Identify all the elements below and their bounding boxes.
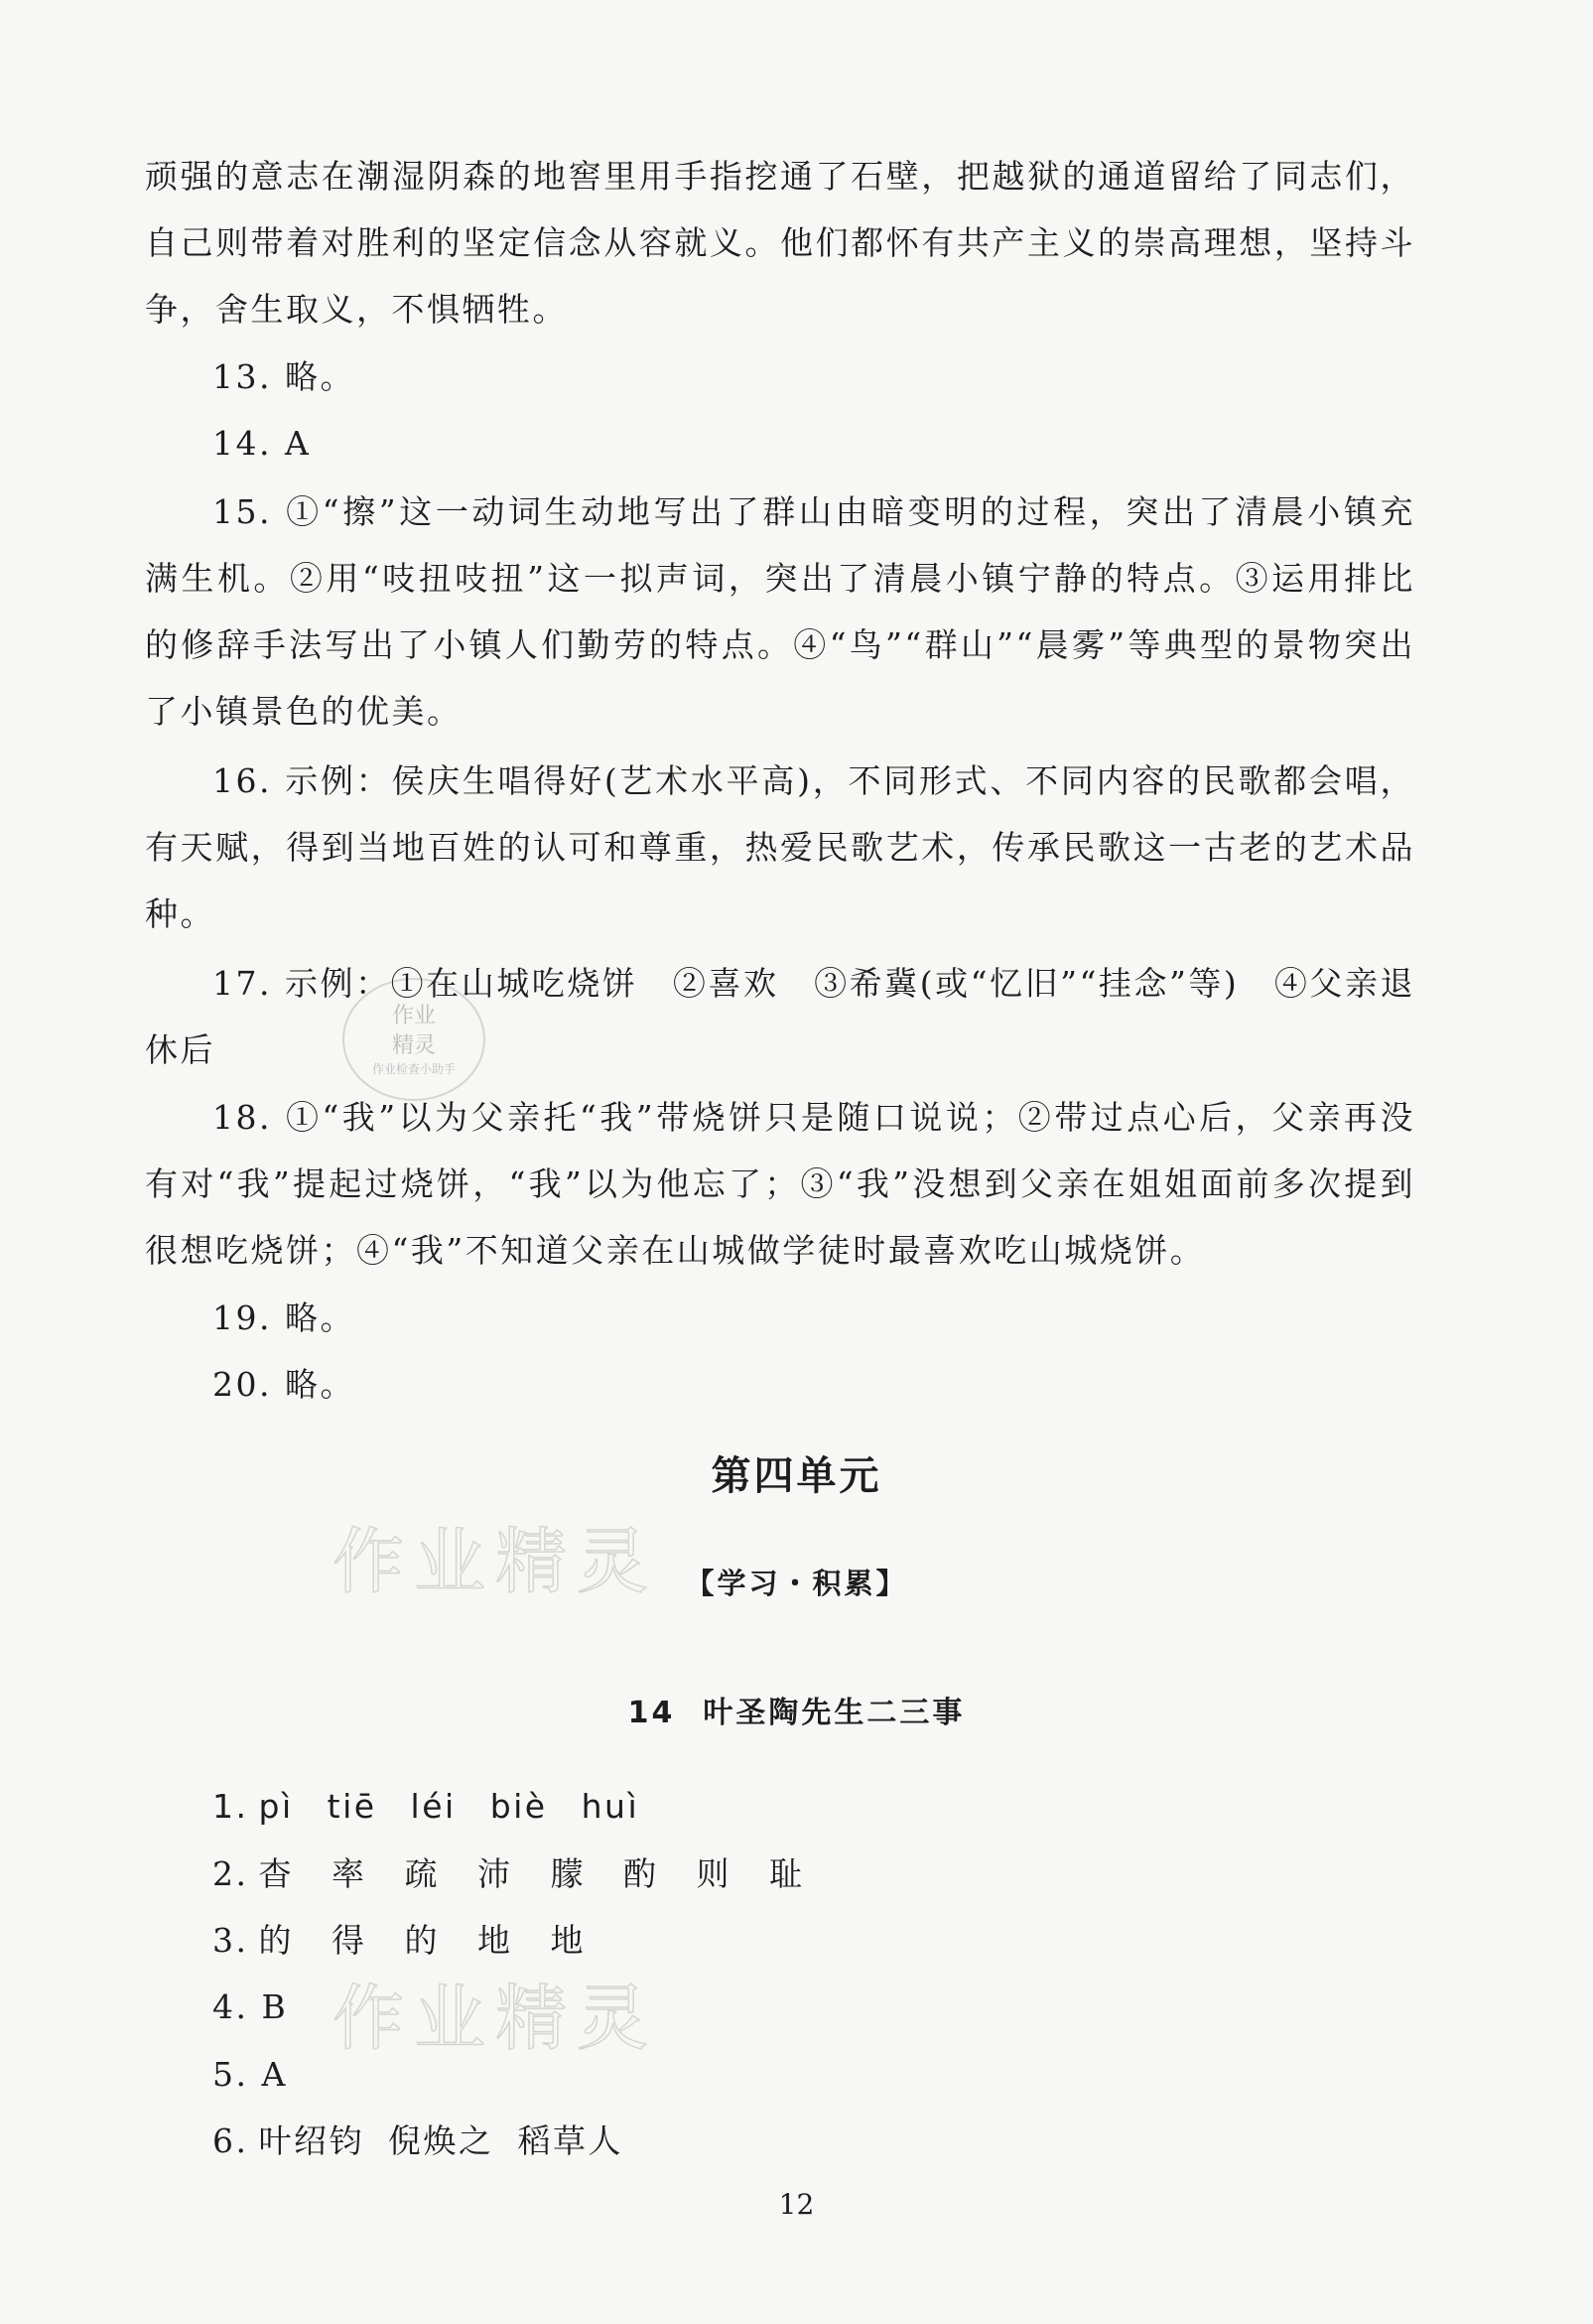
answer-2	[212, 1854, 843, 1894]
pinyin-item: tiē	[327, 1787, 377, 1826]
answer-19: 19. 略。	[212, 1299, 355, 1337]
pinyin-item: biè	[489, 1787, 548, 1826]
watermark-text: 作业精灵	[332, 1977, 659, 2060]
stamp-subtitle: 作业检查小助手	[371, 1062, 456, 1076]
name-item: 稻草人	[517, 2121, 623, 2160]
answer-16: 16. 示例：侯庆生唱得好(艺术水平高)，不同形式、不同内容的民歌都会唱，有天赋，得到当地百姓的认可和尊重，热爱民歌艺术，传承民歌这一古老的艺术品种。	[145, 761, 1415, 933]
answer-5: 5. A	[212, 2055, 288, 2094]
answer-label: 2.	[212, 1854, 249, 1893]
lesson-number: 14	[627, 1696, 676, 1730]
answer-1	[212, 1787, 673, 1827]
answer-4: 4. B	[212, 1987, 289, 2026]
page-number: 12	[778, 2188, 815, 2221]
answer-18: 18. ①“我”以为父亲托“我”带烧饼只是随口说说；②带过点心后，父亲再没有对“我”提起过烧饼，“我”以为他忘了；③“我”没想到父亲在姐姐面前多次提到很想吃烧饼；④“我”不知道父亲在山城做学徒时最喜欢吃山城烧饼。	[145, 1098, 1415, 1270]
pinyin-item: pì	[258, 1787, 294, 1826]
char-item: 地	[477, 1921, 513, 1960]
stamp-line: 作业	[391, 1004, 436, 1028]
answer-14: 14. A	[212, 424, 312, 463]
char-item: 的	[404, 1921, 440, 1960]
answer-13: 13. 略。	[212, 357, 355, 396]
name-item: 叶绍钧	[258, 2121, 364, 2160]
pinyin-item: léi	[410, 1787, 457, 1826]
answer-label: 1.	[212, 1787, 249, 1826]
stamp-line: 精灵	[391, 1033, 436, 1058]
char-item: 酌	[623, 1854, 659, 1893]
unit-title: 第四单元	[711, 1453, 882, 1499]
char-item: 率	[332, 1854, 367, 1893]
answer-17: 17. 示例：①在山城吃烧饼 ②喜欢 ③希冀(或“忆旧”“挂念”等) ④父亲退休后	[145, 964, 1415, 1069]
char-item: 得	[332, 1921, 367, 1960]
answer-15: 15. ①“擦”这一动词生动地写出了群山由暗变明的过程，突出了清晨小镇充满生机。②用“吱扭吱扭”这一拟声词，突出了清晨小镇宁静的特点。③运用排比的修辞手法写出了小镇人们勤劳的特点。④“鸟”“群山”“晨雾”等典型的景物突出了小镇景色的优美。	[145, 492, 1415, 731]
continued-paragraph: 顽强的意志在潮湿阴森的地窖里用手指挖通了石壁，把越狱的通道留给了同志们，自己则带着对胜利的坚定信念从容就义。他们都怀有共产主义的崇高理想，坚持斗争，舍生取义，不惧牺牲。	[145, 157, 1415, 329]
answer-20: 20. 略。	[212, 1365, 355, 1404]
char-item: 耻	[769, 1854, 805, 1893]
name-item: 倪焕之	[388, 2121, 494, 2160]
answer-6	[212, 2121, 661, 2161]
char-item: 疏	[404, 1854, 440, 1893]
watermark-text: 作业精灵	[332, 1520, 659, 1603]
pinyin-item: huì	[581, 1787, 640, 1826]
lesson-name: 叶圣陶先生二三事	[703, 1696, 966, 1730]
section-label: 【学习・积累】	[685, 1567, 908, 1600]
char-item: 则	[696, 1854, 731, 1893]
char-item: 沛	[477, 1854, 513, 1893]
char-item: 的	[258, 1921, 294, 1960]
lesson-title	[0, 1688, 1593, 1731]
char-item: 地	[550, 1921, 586, 1960]
char-item: 杳	[258, 1854, 294, 1893]
answer-label: 6.	[212, 2121, 249, 2160]
answer-3	[212, 1921, 623, 1961]
char-item: 朦	[550, 1854, 586, 1893]
answer-label: 3.	[212, 1921, 249, 1960]
